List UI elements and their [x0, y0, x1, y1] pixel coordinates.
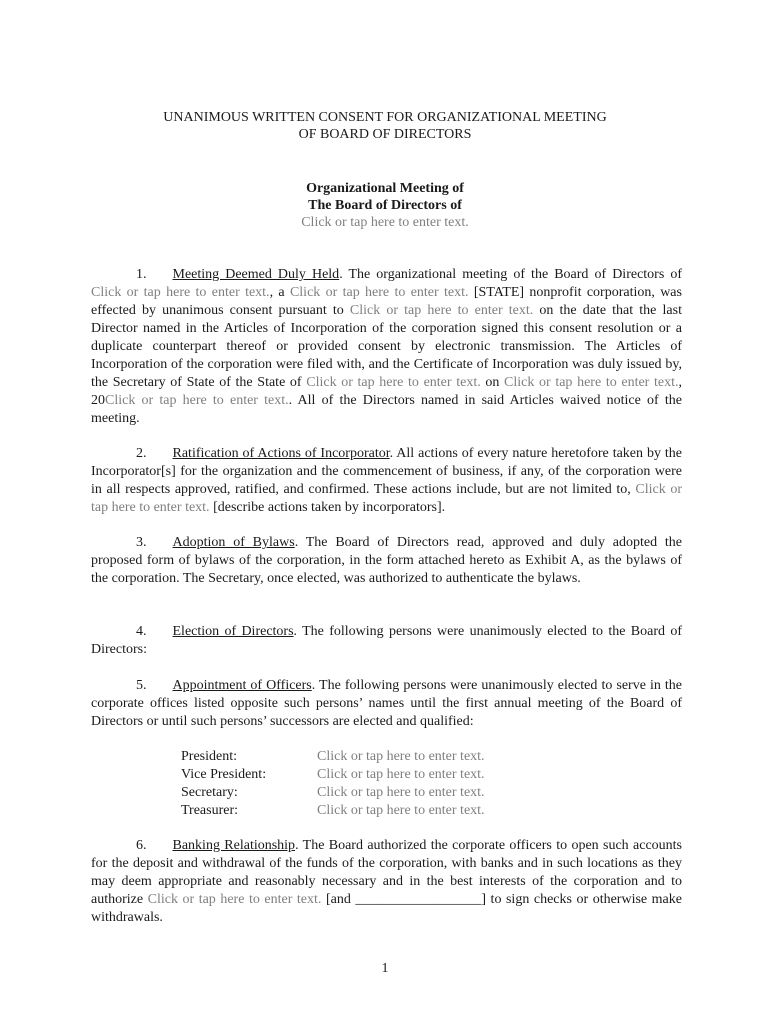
section-2-title: Ratification of Actions of Incorporator	[172, 446, 390, 461]
document-title	[0, 109, 770, 143]
officer-row-secretary	[181, 784, 485, 802]
filing-year-field[interactable]: Click or tap here to enter text.	[105, 393, 289, 408]
filing-date-field[interactable]: Click or tap here to enter text.	[504, 375, 679, 390]
section-2: 2. Ratification of Actions of Incorporator. All actions of every nature heretofore taken by the Incorporator[s] for the organization and the commencement of business, if any, of the corporation were in all respects approved, ratified, and confirmed. These actions include, but are not limited to, Click or tap here to enter text. [describe actions taken by incorporators].	[91, 446, 682, 515]
officer-label: President:	[181, 749, 237, 764]
statute-field[interactable]: Click or tap here to enter text.	[349, 303, 534, 318]
section-4: 4. Election of Directors. The following persons were unanimously elected to the Board of Directors:	[91, 624, 682, 657]
officer-row-treasurer	[181, 802, 485, 820]
president-name-field[interactable]: Click or tap here to enter text.	[317, 749, 485, 764]
officer-label: Secretary:	[181, 785, 238, 800]
filing-state-field[interactable]: Click or tap here to enter text.	[306, 375, 481, 390]
vice-president-name-field[interactable]: Click or tap here to enter text.	[317, 767, 485, 782]
state-field[interactable]: Click or tap here to enter text.	[289, 285, 469, 300]
meeting-heading	[0, 180, 770, 231]
section-1: 1. Meeting Deemed Duly Held. The organizational meeting of the Board of Directors of Click or tap here to enter text., a Click or tap here to enter text. [STATE] nonprofit corporation, was effected by unanimous consent pursuant to Click or tap here to enter text. on the date that the last Director named in the Articles of Incorporation of the corporation signed this consent resolution or a duplicate counterpart thereof or provided consent by electronic transmission. The Articles of Incorporation of the corporation were filed with, and the Certificate of Incorporation was duly issued by, the Secretary of State of the State of Click or tap here to enter text. on Click or tap here to enter text., 20Click or tap here to enter text.. All of the Directors named in said Articles waived notice of the meeting.	[91, 267, 683, 426]
heading-line-1: Organizational Meeting of	[306, 181, 464, 196]
officer-label: Vice President:	[181, 767, 267, 782]
officers-list	[181, 748, 485, 820]
board-name-field[interactable]: Click or tap here to enter text.	[91, 285, 270, 300]
section-5: 5. Appointment of Officers. The following persons were unanimously elected to serve in the corporate offices listed opposite such persons’ names until the first annual meeting of the Board of Directors or until such persons’ successors are elected and qualified:	[91, 678, 682, 729]
section-6-title: Banking Relationship	[172, 838, 296, 853]
section-6: 6. Banking Relationship. The Board authorized the corporate officers to open such accounts for the deposit and withdrawal of the funds of the corporation, with banks and in such locations as they may deem appropriate and reasonably necessary and in the best interests of the corporation and to authorize Click or tap here to enter text. [and __________________] to sign checks or otherwise make withdrawals.	[91, 838, 682, 925]
title-line-2: OF BOARD OF DIRECTORS	[298, 127, 472, 142]
organization-name-field[interactable]: Click or tap here to enter text.	[301, 215, 469, 230]
section-3-number: 3.	[136, 535, 147, 550]
officer-label: Treasurer:	[181, 803, 239, 818]
page-number: 1	[381, 961, 389, 976]
section-3: 3. Adoption of Bylaws. The Board of Directors read, approved and duly adopted the proposed form of bylaws of the corporation, in the form attached hereto as Exhibit A, as the bylaws of the corporation. The Secretary, once elected, was authorized to authenticate the bylaws.	[91, 535, 682, 586]
treasurer-name-field[interactable]: Click or tap here to enter text.	[317, 803, 485, 818]
section-1-number: 1.	[136, 267, 147, 282]
officer-row-president	[181, 748, 485, 766]
section-5-title: Appointment of Officers	[172, 678, 312, 693]
secretary-name-field[interactable]: Click or tap here to enter text.	[317, 785, 485, 800]
incorporator-actions-field[interactable]: Click or tap here to enter text.	[91, 482, 682, 515]
section-1-title: Meeting Deemed Duly Held	[172, 267, 340, 282]
heading-line-2: The Board of Directors of	[308, 198, 462, 213]
section-4-title: Election of Directors	[172, 624, 294, 639]
section-6-number: 6.	[136, 838, 147, 853]
section-2-number: 2.	[136, 446, 147, 461]
officer-row-vice-president	[181, 766, 485, 784]
section-3-title: Adoption of Bylaws	[172, 535, 295, 550]
signatory-field[interactable]: Click or tap here to enter text.	[147, 892, 322, 907]
title-line-1: UNANIMOUS WRITTEN CONSENT FOR ORGANIZATIONAL MEETING	[163, 110, 607, 125]
section-4-number: 4.	[136, 624, 147, 639]
section-5-number: 5.	[136, 678, 147, 693]
